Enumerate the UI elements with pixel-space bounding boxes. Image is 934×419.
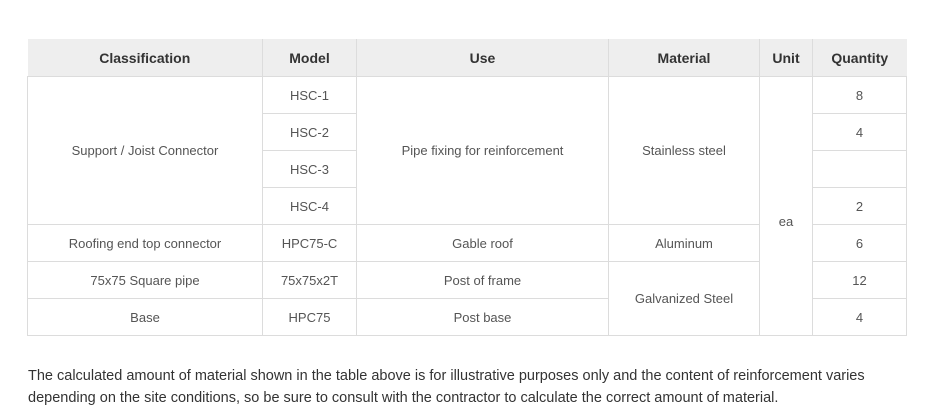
header-classification: Classification <box>28 39 263 77</box>
model-cell: HPC75-C <box>263 225 357 262</box>
quantity-cell: 6 <box>813 225 907 262</box>
header-model: Model <box>263 39 357 77</box>
model-cell: HPC75 <box>263 299 357 336</box>
classification-cell: Support / Joist Connector <box>28 77 263 225</box>
materials-table-container <box>27 39 906 336</box>
quantity-cell: 4 <box>813 299 907 336</box>
model-cell: 75x75x2T <box>263 262 357 299</box>
table-row <box>28 77 907 114</box>
model-cell: HSC-3 <box>263 151 357 188</box>
table-header-row <box>28 39 907 77</box>
header-material: Material <box>609 39 760 77</box>
quantity-cell <box>813 151 907 188</box>
material-cell: Galvanized Steel <box>609 262 760 336</box>
classification-cell: Base <box>28 299 263 336</box>
material-cell: Stainless steel <box>609 77 760 225</box>
model-cell: HSC-4 <box>263 188 357 225</box>
classification-cell: Roofing end top connector <box>28 225 263 262</box>
unit-cell: ea <box>760 77 813 336</box>
quantity-cell: 8 <box>813 77 907 114</box>
model-cell: HSC-1 <box>263 77 357 114</box>
header-use: Use <box>357 39 609 77</box>
quantity-cell: 12 <box>813 262 907 299</box>
use-cell: Post of frame <box>357 262 609 299</box>
use-cell: Post base <box>357 299 609 336</box>
header-quantity: Quantity <box>813 39 907 77</box>
use-cell: Pipe fixing for reinforcement <box>357 77 609 225</box>
header-unit: Unit <box>760 39 813 77</box>
use-cell: Gable roof <box>357 225 609 262</box>
materials-table <box>27 39 907 336</box>
classification-cell: 75x75 Square pipe <box>28 262 263 299</box>
model-cell: HSC-2 <box>263 114 357 151</box>
material-cell: Aluminum <box>609 225 760 262</box>
disclaimer-note: The calculated amount of material shown in the table above is for illustrative purposes only and the content of reinforcement varies depending on the site conditions, so be sure to consult with the contractor to calculate the correct amount of material. <box>28 367 865 406</box>
quantity-cell: 2 <box>813 188 907 225</box>
quantity-cell: 4 <box>813 114 907 151</box>
